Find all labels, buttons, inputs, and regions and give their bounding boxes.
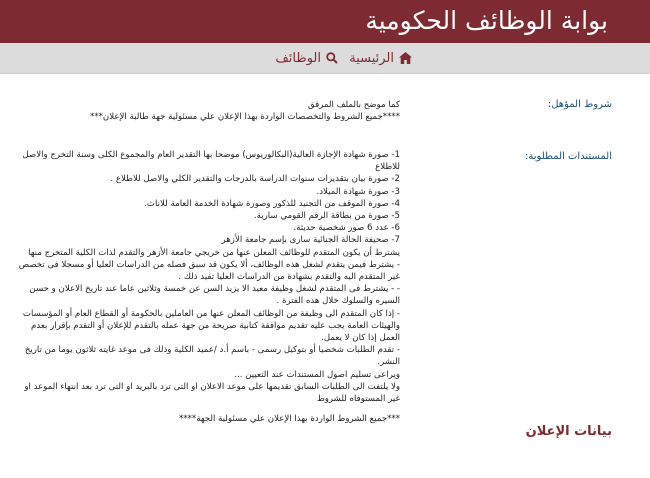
document-line: - تقدم الطلبات شخصيا أو بتوكيل رسمى - باسم أ.د /عميد الكلية وذلك فى موعد غايته ثلاثون يوما من تاريخ النشر.: [24, 345, 400, 368]
nav-jobs-label: الوظائف: [275, 50, 321, 66]
documents-value: [14, 149, 400, 425]
document-line: 6- عدد 6 صور شخصية حديثة.: [293, 223, 400, 234]
search-icon: [326, 52, 338, 64]
document-line: يشترط أن يكون المتقدم للوظائف المعلن عنها من خريجي جامعة الأزهر والتقدم لذات الكلية المتخرج منها: [28, 247, 400, 258]
document-line: 1- صورة شهادة الإجازة العالية(البكالوريوس) موضحا بها التقدير العام والمجموع الكلى وسنة التخرج والاصل للاطلاع: [22, 150, 400, 173]
document-line: ويراعى تسليم اصول المستندات عند التعيين ...: [234, 369, 400, 380]
document-line: 4- صورة الموقف من التجنيد للذكور وصورة شهادة الخدمة العامة للاناث.: [144, 198, 400, 209]
home-icon: [399, 52, 412, 64]
document-line: 5- صورة من بطاقة الرقم القومي سارية.: [253, 211, 400, 222]
documents-label: المستندات المطلوبة:: [525, 151, 612, 162]
document-footer-note: ***جميع الشروط الواردة بهذا الإعلان علي مسئولية الجهة****: [179, 414, 400, 425]
document-line: 7- صحيفة الحالة الجنائية سارى بإسم جامعة الأزهر: [221, 235, 400, 246]
document-line: ولا يلتفت الى الطلبات السابق تقديمها على موعد الاعلان او التى ترد بالبريد او التى ترد بعد انتهاء الموعد او غير المستوفاه للشروط: [24, 381, 400, 405]
qualification-line: ****جميع الشروط والتخصصات الواردة بهذا الإعلان علي مسئولية جهة طالبة الإعلان***: [90, 112, 400, 123]
document-line: - - يشترط فى المتقدم لشغل وظيفة معيد الا يزيد السن عن خمسة وثلاثين عاما عند تاريخ الاعلان و حسن السيره والسلوك خلال هذه الفترة .: [29, 284, 400, 307]
site-title: بوابة الوظائف الحكومية: [365, 6, 608, 35]
document-line: 2- صورة بيان بتقديرات سنوات الدراسة بالدرجات والتقدير الكلي والاصل للاطلاع .: [110, 174, 400, 185]
nav-jobs-link[interactable]: [275, 49, 338, 67]
header-bar: [0, 0, 650, 43]
nav-bar: [0, 43, 650, 74]
qualifications-value: [14, 99, 400, 123]
nav-home-link[interactable]: [349, 49, 412, 67]
qualifications-label: شروط المؤهل:: [547, 99, 612, 110]
document-line: 3- صورة شهادة الميلاد.: [316, 186, 400, 197]
announcement-heading: بيانات الإعلان: [525, 424, 612, 439]
spacer: [14, 405, 400, 413]
nav-home-label: الرئيسية: [349, 50, 394, 66]
document-line: - يشترط فيمن يتقدم لشغل هذه الوظائف، ألا يكون قد سبق فصله من الدراسات العليا أو مسجلا فى تخصص غير المتقدم اليه والتقدم بشهادة من الدراسات العليا تفيد ذلك .: [18, 259, 400, 283]
document-line: - إذا كان المتقدم الى وظيفة من الوظائف المعلن عنها من العاملين بالحكومة أو القطاع العام أو المؤسسات والهيئات العامة يجب عليه تقديم موافقة كتابية صريحة من جهة عمله بالتقدم للإعلان أو التقدم بإقرار بعدم العمل إذا كان لا يعمل.: [22, 308, 400, 344]
qualification-line: كما موضح بالملف المرفق: [307, 100, 400, 110]
